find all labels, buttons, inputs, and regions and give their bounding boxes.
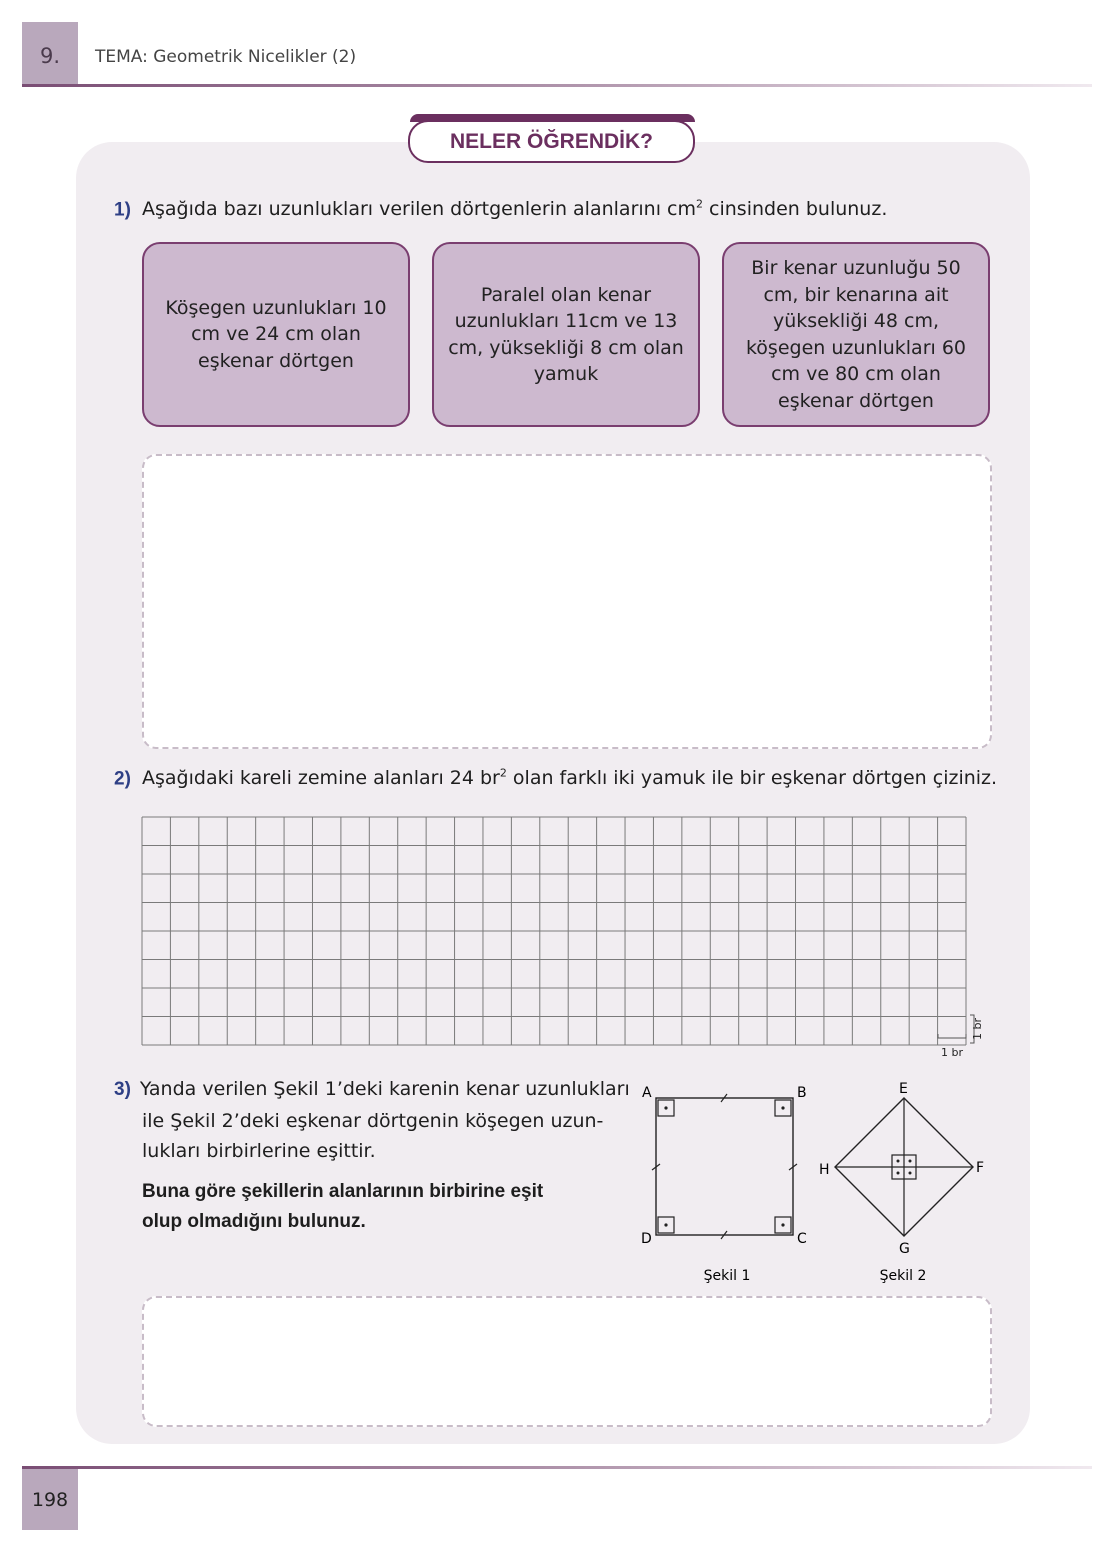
figure-1-square [630, 1078, 820, 1293]
question-1-text: Aşağıda bazı uzunlukları verilen dörtgenlerin alanlarını $cm^2$ cinsinden bulunuz. [142, 198, 888, 221]
question-1-card-rhombus: Köşegen uzunlukları 10 cm ve 24 cm olan eşkenar dörtgen [142, 242, 410, 427]
question-3-line-3: lukları birbirlerine eşittir. [142, 1140, 376, 1162]
vertex-E: E [899, 1081, 908, 1097]
vertex-A: A [642, 1085, 652, 1101]
vertex-C: C [797, 1231, 807, 1247]
figure-1-caption: Şekil 1 [703, 1268, 751, 1284]
footer-divider [22, 1466, 1092, 1469]
vertex-D: D [641, 1231, 652, 1247]
figure-2-caption: Şekil 2 [879, 1268, 927, 1284]
question-3-line-2: ile Şekil 2’deki eşkenar dörtgenin köşegen uzun- [142, 1109, 604, 1132]
chapter-number: 9. [39, 44, 61, 68]
question-3-bold-1: Buna göre şekillerin alanlarının birbirine eşit [142, 1180, 544, 1202]
page-number: 198 [31, 1489, 69, 1511]
question-3-number: 3) [114, 1079, 131, 1100]
question-1-card-rhombus-2: Bir kenar uzunluğu 50 cm, bir kenarına ait yüksekliği 48 cm, köşegen uzunlukları 60 cm ve 80 cm olan eşkenar dörtgen [722, 242, 990, 427]
header-title: TEMA: Geometrik Nicelikler (2) [95, 47, 357, 67]
question-1-card-trapezoid: Paralel olan kenar uzunlukları 11cm ve 13 cm, yüksekliği 8 cm olan yamuk [432, 242, 700, 427]
figure-2-rhombus [810, 1078, 1000, 1293]
question-2 [114, 767, 997, 790]
header-divider [22, 84, 1092, 87]
vertex-G: G [899, 1241, 910, 1257]
unit-marker [938, 1015, 974, 1043]
question-3-answer-area[interactable] [142, 1296, 992, 1427]
question-3-bold-2: olup olmadığını bulunuz. [142, 1211, 366, 1232]
question-1-answer-area[interactable] [142, 454, 992, 749]
grid-lines [142, 817, 966, 1045]
question-1-number: 1) [114, 199, 131, 221]
question-2-text: Aşağıdaki kareli zemine alanları 24 $br^2$ olan farklı iki yamuk ile bir eşkenar dörtgen çiziniz. [142, 767, 998, 790]
vertex-B: B [797, 1085, 807, 1101]
question-3-line-1: Yanda verilen Şekil 1’deki karenin kenar uzunlukları [139, 1078, 630, 1100]
question-2-number: 2) [114, 768, 131, 790]
vertex-F: F [976, 1160, 985, 1176]
question-1 [114, 198, 887, 221]
unit-label-horizontal: 1 br [941, 1046, 963, 1059]
question-3 [114, 1074, 630, 1238]
vertex-H: H [819, 1162, 830, 1178]
section-banner: NELER ÖĞRENDİK? [408, 120, 695, 163]
unit-label-vertical: 1 br [971, 1018, 984, 1040]
square-grid[interactable] [130, 810, 1000, 1065]
